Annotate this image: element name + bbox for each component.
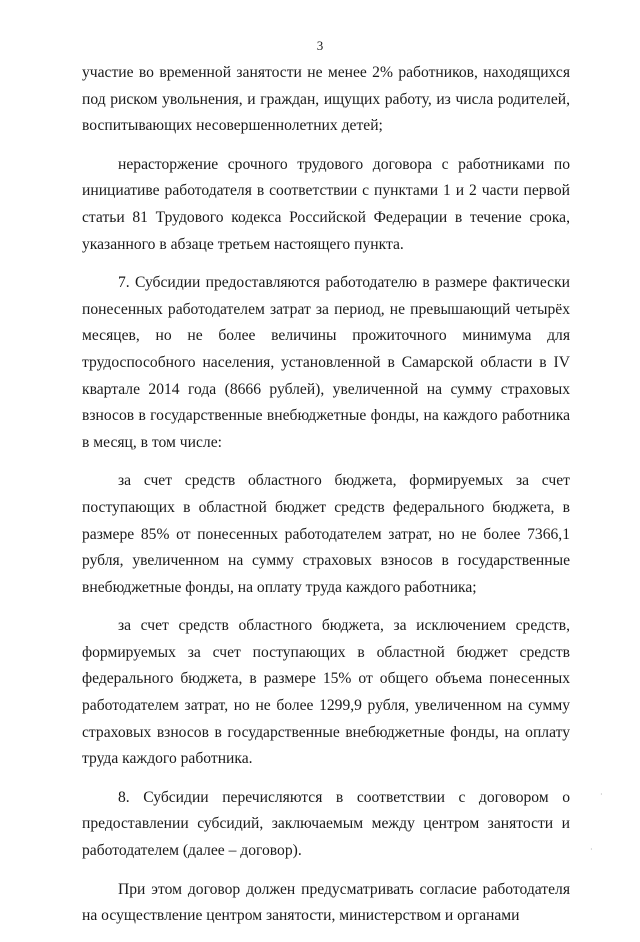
paragraph-contract-non-termination: нерасторжение срочного трудового договора с работниками по инициативе работодателя в соответствии с пунктами 1 и 2 части первой статьи 81 Трудового кодекса Российской Федерации в течение срока, указанного в абзаце третьем настоящего пункта. [82, 155, 570, 253]
scan-speck: · [600, 790, 603, 799]
document-body [82, 60, 570, 942]
paragraph-clause-7-subsidies: 7. Субсидии предоставляются работодателю в размере фактически понесенных работодателем затрат за период, не превышающий четырёх месяцев, но не более величины прожиточного минимума для трудоспособного населения, установленной в Самарской области в IV квартале 2014 года (8666 рублей), увеличенной на сумму страховых взносов в государственные внебюджетные фонды, на каждого работника в месяц, в том числе: [82, 274, 570, 451]
paragraph-federal-share: за счет средств областного бюджета, формируемых за счет поступающих в областной бюджет средств федерального бюджета, в размере 85% от понесенных работодателем затрат, но не более 7366,1 рубля, увеличенном на сумму страховых взносов в государственные внебюджетные фонды, на оплату труда каждого работника; [82, 472, 570, 596]
scan-speck: · [590, 845, 593, 854]
paragraph-agreement-consent: При этом договор должен предусматривать согласие работодателя на осуществление центром занятости, министерством и органами [82, 880, 570, 925]
paragraph-regional-share: за счет средств областного бюджета, за исключением средств, формируемых за счет поступающих в областной бюджет средств федерального бюджета, в размере 15% от общего объема понесенных работодателем затрат, но не более 1299,9 рубля, увеличенном на сумму страховых взносов в государственные внебюджетные фонды, на оплату труда каждого работника. [82, 617, 570, 768]
paragraph-clause-8-transfer: 8. Субсидии перечисляются в соответствии с договором о предоставлении субсидий, заключаемым между центром занятости и работодателем (далее – договор). [82, 788, 570, 860]
paragraph-temporary-employment: участие во временной занятости не менее 2% работников, находящихся под риском увольнения, и граждан, ищущих работу, из числа родителей, воспитывающих несовершеннолетних детей; [82, 64, 570, 135]
page-number: 3 [316, 38, 324, 53]
